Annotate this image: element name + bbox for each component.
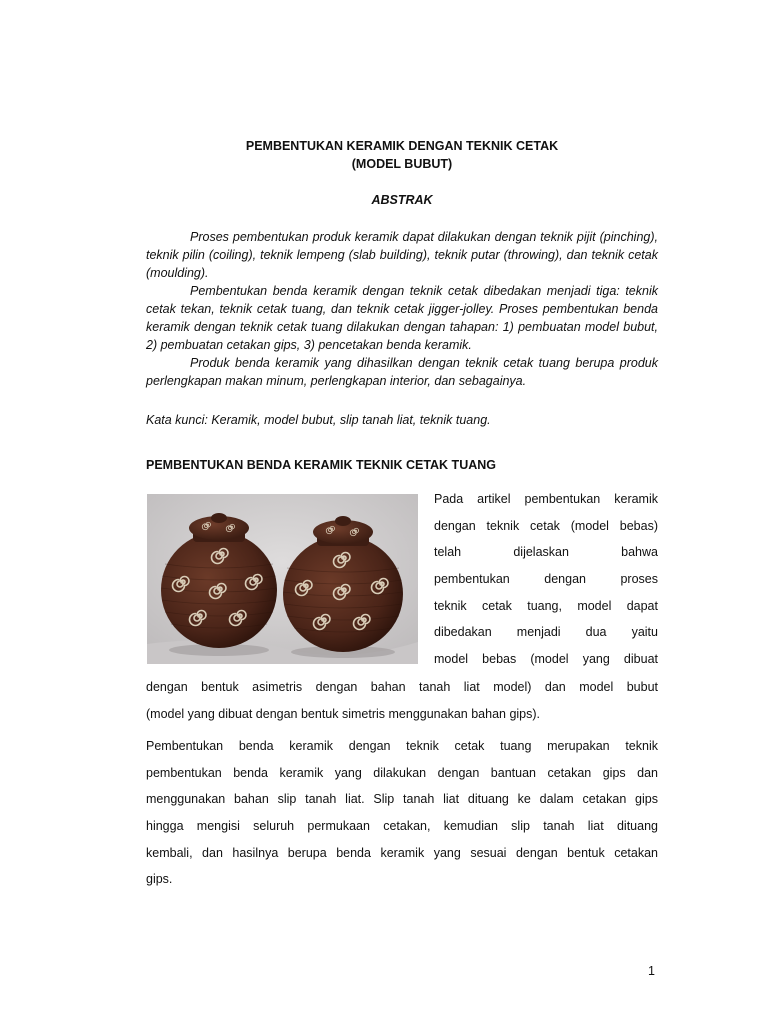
keywords: Kata kunci: Keramik, model bubut, slip tanah liat, teknik tuang. bbox=[146, 413, 491, 427]
ceramic-pots-photo bbox=[147, 494, 418, 664]
abstract-heading: ABSTRAK bbox=[371, 193, 433, 207]
abstract-body bbox=[146, 228, 658, 390]
section-heading: PEMBENTUKAN BENDA KERAMIK TEKNIK CETAK TUANG bbox=[146, 458, 496, 472]
abstract-paragraph: Proses pembentukan produk keramik dapat dilakukan dengan teknik pijit (pinching), teknik pilin (coiling), teknik lempeng (slab building), teknik putar (throwing), dan teknik cetak (moulding). bbox=[146, 230, 658, 280]
text-line: dibedakan menjadi dua yaitu bbox=[434, 625, 658, 640]
text-line: Pada artikel pembentukan keramik bbox=[434, 492, 658, 506]
text-line: (model yang dibuat dengan bentuk simetris menggunakan bahan gips). bbox=[146, 706, 541, 721]
text-line: dengan bentuk asimetris dengan bahan tanah liat model) dan model bubut bbox=[146, 680, 658, 694]
text-line: kembali, dan hasilnya berupa benda keramik yang sesuai dengan bentuk cetakan bbox=[146, 845, 658, 860]
wrapped-paragraph-continuation bbox=[146, 674, 658, 727]
document-subtitle: (MODEL BUBUT) bbox=[351, 157, 453, 171]
text-line: dengan teknik cetak (model bebas) bbox=[434, 518, 658, 533]
text-line: teknik cetak tuang, model dapat bbox=[434, 598, 658, 613]
page-number: 1 bbox=[648, 964, 655, 978]
text-line: telah dijelaskan bahwa bbox=[434, 545, 658, 560]
text-line: hingga mengisi seluruh permukaan cetakan, kemudian slip tanah liat dituang bbox=[146, 819, 658, 834]
wrapped-paragraph-beside-photo bbox=[434, 486, 658, 673]
body-paragraph bbox=[146, 733, 658, 893]
abstract-paragraph: Pembentukan benda keramik dengan teknik cetak dibedakan menjadi tiga: teknik cetak tekan, teknik cetak tuang, dan teknik cetak jigger-jolley. Proses pembentukan benda keramik dengan teknik cetak tuang dilakukan dengan tahapan: 1) pembuatan model bubut, 2) pembuatan cetakan gips, 3) pencetakan benda keramik. bbox=[146, 284, 658, 352]
text-line: pembentukan dengan proses bbox=[434, 572, 658, 587]
text-line: model bebas (model yang dibuat bbox=[434, 652, 658, 667]
abstract-paragraph: Produk benda keramik yang dihasilkan dengan teknik cetak tuang berupa produk perlengkapan makan minum, perlengkapan interior, dan sebagainya. bbox=[146, 356, 658, 388]
document-title: PEMBENTUKAN KERAMIK DENGAN TEKNIK CETAK bbox=[245, 139, 559, 153]
text-line: pembentukan benda keramik yang dilakukan dengan bantuan cetakan gips dan bbox=[146, 765, 658, 780]
text-line: Pembentukan benda keramik dengan teknik cetak tuang merupakan teknik bbox=[146, 739, 658, 753]
text-line: gips. bbox=[146, 872, 173, 887]
text-line: menggunakan bahan slip tanah liat. Slip tanah liat dituang ke dalam cetakan gips bbox=[146, 792, 658, 807]
